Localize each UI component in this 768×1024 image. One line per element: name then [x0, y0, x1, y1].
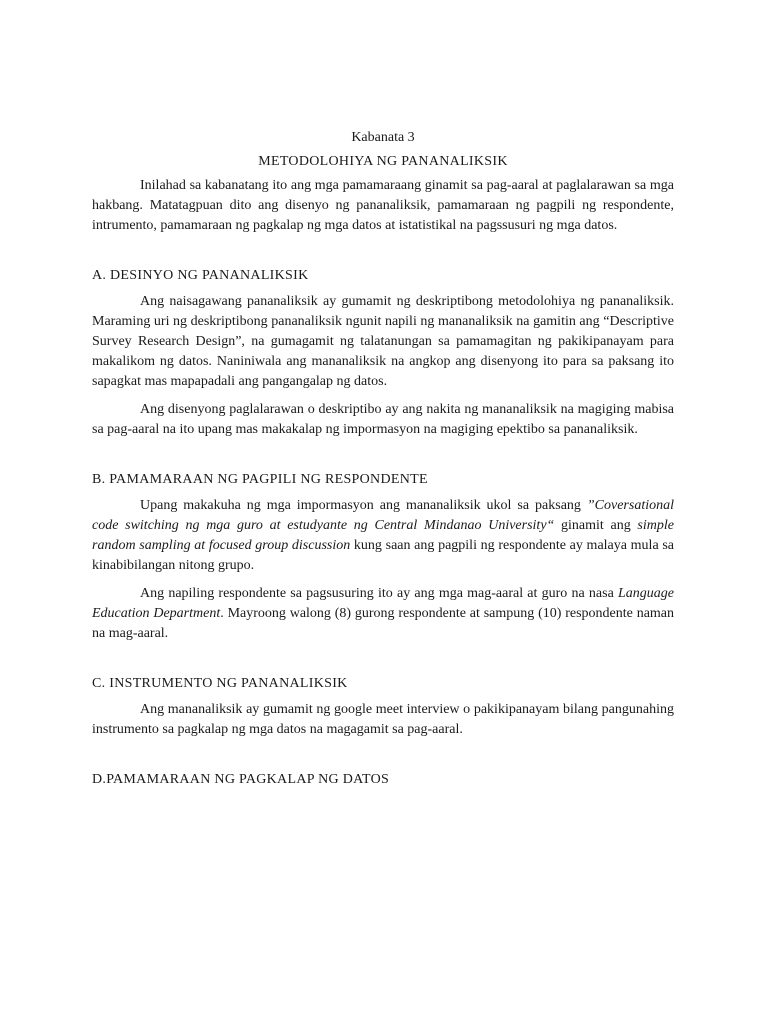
- document-page: [92, 128, 674, 796]
- section-c-paragraph-1: Ang mananaliksik ay gumamit ng google meet interview o pakikipanayam bilang pangunahing instrumento sa pagkalap ng mga datos na magagamit sa pag-aaral.: [92, 702, 674, 737]
- sampling-method-italic: simple random sampling at focused group discussion: [92, 518, 674, 553]
- section-b-heading: B. PAMAMARAAN NG PAGPILI NG RESPONDENTE: [92, 472, 428, 487]
- chapter-label: Kabanata 3: [351, 130, 415, 145]
- section-b-paragraph-1: [92, 496, 674, 576]
- intro-paragraph: Inilahad sa kabanatang ito ang mga pamamaraang ginamit sa pag-aaral at paglalarawan sa mga hakbang. Matatagpuan dito ang disenyo ng pananaliksik, pamamaraan ng pagpili ng respondente, intrumento, pamamaraan ng pagkalap ng mga datos at istatistikal na pagssusuri ng mga datos.: [92, 178, 674, 233]
- text-run: kung saan ang pagpili ng respondente ay malaya mula sa kinabibilangan nitong grupo.: [92, 538, 674, 573]
- section-b-paragraph-2: [92, 584, 674, 644]
- section-a-paragraph-1: Ang naisagawang pananaliksik ay gumamit ng deskriptibong metodolohiya ng pananaliksik. Maraming uri ng deskriptibong pananaliksik ngunit napili ng mananaliksik na gamitin ang “Descriptive Survey Research Design”, na gumagamit ng talatanungan sa pamamagitan ng pakikipanayam para makalikom ng datos. Naniniwala ang mananaliksik na angkop ang disenyong ito para sa paksang ito sapagkat mas mapapadali ang pangangalap ng datos.: [92, 294, 674, 389]
- department-italic: Language Education Department: [92, 586, 674, 621]
- text-run: ginamit ang: [554, 518, 638, 533]
- text-run: Upang makakuha ng mga impormasyon ang mananaliksik ukol sa paksang: [140, 498, 587, 513]
- study-topic-italic: ”Coversational code switching ng mga guro at estudyante ng Central Mindanao University“: [92, 498, 674, 533]
- text-run: Ang napiling respondente sa pagsusuring ito ay ang mga mag-aaral at guro na nasa: [140, 586, 618, 601]
- section-c-heading: C. INSTRUMENTO NG PANANALIKSIK: [92, 676, 348, 691]
- section-a-paragraph-2: Ang disenyong paglalarawan o deskriptibo ay ang nakita ng mananaliksik na magiging mabisa sa pag-aaral na ito upang mas makakalap ng impormasyon na magiging epektibo sa pananaliksik.: [92, 402, 674, 437]
- section-a-heading: A. DESINYO NG PANANALIKSIK: [92, 268, 309, 283]
- chapter-title: METODOLOHIYA NG PANANALIKSIK: [258, 154, 508, 169]
- text-run: . Mayroong walong (8) gurong respondente at sampung (10) respondente naman na mag-aaral.: [92, 606, 675, 641]
- section-d-heading: D.PAMAMARAAN NG PAGKALAP NG DATOS: [92, 772, 390, 787]
